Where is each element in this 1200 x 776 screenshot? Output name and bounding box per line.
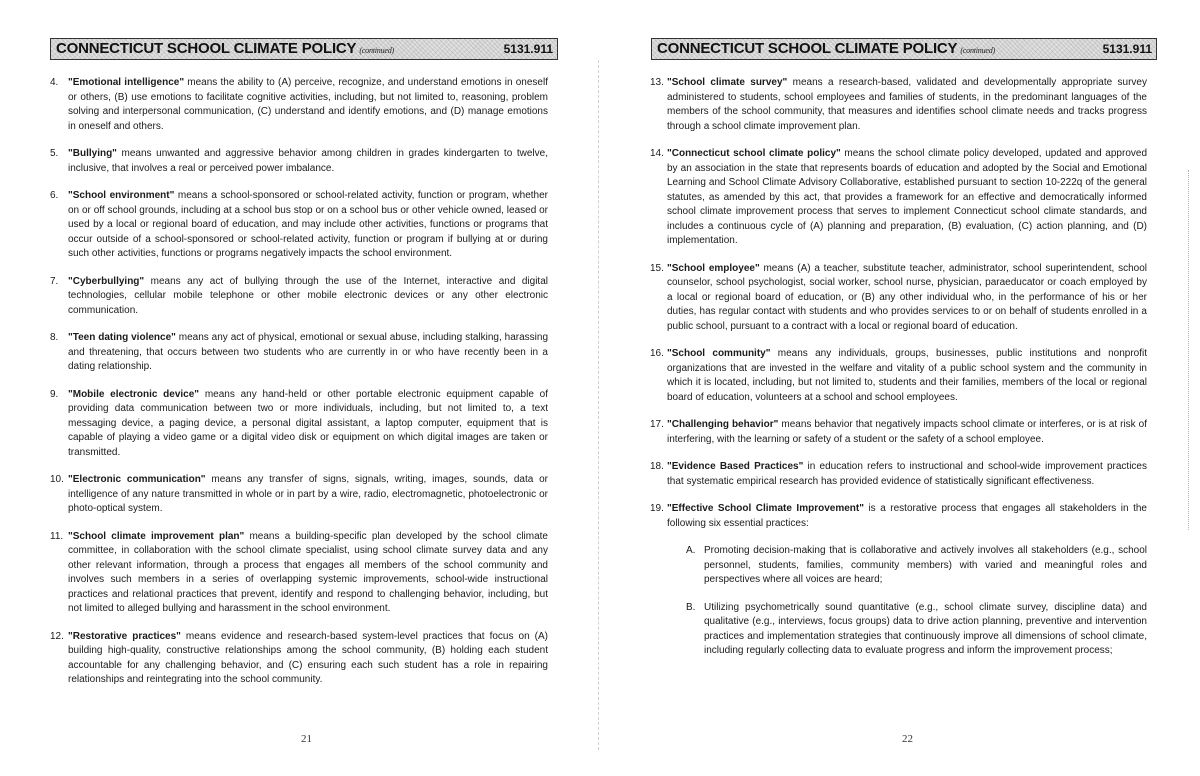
page-number: 21 [301, 733, 312, 745]
definition-term: "School environment" [68, 190, 175, 201]
definition-item [50, 275, 548, 319]
page-number: 22 [902, 733, 913, 745]
practice-text: Promoting decision-making that is collaborative and actively involves all stakeholders (e.g., school personnel, students, families, community members) with varied and meaningful roles and perspectives where all voices are heard; [704, 545, 1147, 585]
definition-term: "Connecticut school climate policy" [667, 148, 841, 159]
definition-text: means any hand-held or other portable electronic equipment capable of providing data communication between two or more individuals, including, but not limited to, a text messaging device, a paging device, a personal digital assistant, a laptop computer, equipment that is capable of playing a video game or a digital video disk or equipment on which digital images are taken or transmitted. [68, 388, 549, 458]
policy-code: 5131.911 [1102, 42, 1152, 56]
definition-number: 16. [650, 348, 664, 359]
definition-item [650, 460, 1147, 489]
definition-term: "Mobile electronic device" [68, 388, 200, 400]
definition-item [50, 147, 548, 176]
page-header [50, 38, 558, 60]
definition-text: means a building-specific plan developed by the school climate committee, in collaboration with the school climate specialist, using school climate survey data and any other relevant information, through a process that engages all members of the school community and involves such members in a series of overlapping systemic improvements, school-wide instructional practices and relational practices that prevent, identify and respond to challenging behavior, including, but not limited to alleged bullying and harassment in the school environment. [68, 530, 548, 614]
definition-text: means evidence and research-based system-level practices that focus on (A) building high-quality, constructive relationships among the school community, (B) holding each student accountable for any challenging behavior, and (C) ensuring each such student has a role in repairing relationships and reintegrating into the school community. [68, 630, 549, 685]
header-title-text: CONNECTICUT SCHOOL CLIMATE POLICY [56, 40, 357, 57]
definition-number: 9. [50, 388, 59, 400]
definition-text: means a school-sponsored or school-related activity, function or program, whether on or off school grounds, including at a school bus stop or on a school bus or other vehicle owned, leased or used by a local or regional board of education, and may include other activities, functions or programs that occur outside of a school-sponsored or school-related activity, function or program if bullying at or during such other activities, functions or programs negatively impacts the school environment. [68, 190, 548, 259]
definition-term: "Restorative practices" [68, 630, 181, 642]
definition-text: means any act of physical, emotional or sexual abuse, including stalking, harassing and threatening, that occurs between two students who are currently in or who have recently been in a dating relationship. [68, 332, 549, 372]
definition-item [650, 262, 1147, 335]
definition-item [50, 473, 548, 517]
definition-number: 4. [50, 77, 59, 88]
header-title [56, 40, 394, 60]
definition-number: 12. [50, 630, 64, 642]
definition-text: in education refers to instructional and school-wide improvement practices that systematic empirical research has provided evidence of statistically significant effectiveness. [667, 461, 1147, 487]
definition-term: "School climate survey" [667, 77, 788, 88]
definition-term: "Bullying" [68, 148, 117, 159]
page-header [651, 38, 1157, 60]
definition-number: 5. [50, 148, 59, 159]
definition-number: 17. [650, 419, 664, 430]
definition-number: 19. [650, 503, 664, 514]
definition-item [50, 76, 548, 134]
page-gutter [598, 60, 599, 750]
definition-term: "Cyberbullying" [68, 275, 145, 287]
definition-text: means the school climate policy developed, updated and approved by an association in the state that represents boards of education and adopted by the Social and Emotional Learning and School Climate Advisory Collaborative, established pursuant to section 10-222q of the general statutes, as amended by this act, that provides a framework for an effective and democratically informed school climate improvement process that serves to implement Connecticut school climate standards, and includes a continuous cycle of (A) planning and preparation, (B) evaluation, (C) action planning, and (D) implementation. [667, 148, 1148, 246]
definition-term: "Effective School Climate Improvement" [667, 503, 864, 514]
definition-term: "Teen dating violence" [68, 332, 176, 343]
practice-item [667, 544, 1147, 588]
right-page [600, 0, 1200, 776]
definition-text: means any transfer of signs, signals, writing, images, sounds, data or intelligence of any nature transmitted in whole or in part by a wire, radio, electromagnetic, photoelectronic or photo-optical system. [68, 474, 548, 514]
definition-term: "Electronic communication" [68, 474, 206, 485]
definition-text: means any individuals, groups, businesses, public institutions and nonprofit organizations that are invested in the welfare and vitality of a public school system and the community in which it is located, including, but not limited to, students and their families, members of the local or regional board of education, volunteers at a school and school employees. [667, 348, 1147, 403]
definition-number: 14. [650, 148, 664, 159]
definition-number: 10. [50, 474, 64, 485]
definition-number: 6. [50, 190, 59, 201]
definition-term: "School community" [667, 348, 771, 359]
definition-item [50, 189, 548, 262]
definition-term: "Evidence Based Practices" [667, 461, 804, 472]
definition-term: "School climate improvement plan" [68, 530, 245, 542]
definition-item [50, 630, 548, 688]
left-definitions [50, 76, 548, 701]
definition-item [650, 418, 1147, 447]
header-title [657, 40, 995, 60]
header-title-text: CONNECTICUT SCHOOL CLIMATE POLICY [657, 40, 958, 57]
definition-text: means a research-based, validated and developmentally appropriate survey administered to students, school employees and families of students, in the predominant languages of the members of the school community, that measures and identifies school climate needs and tracks progress through a school climate improvement plan. [667, 77, 1147, 132]
definition-term: "Emotional intelligence" [68, 77, 185, 88]
definition-text: means (A) a teacher, substitute teacher, administrator, school superintendent, school counselor, school psychologist, social worker, school nurse, physician, paraeducator or coach employed by a local or regional board of education, or (B) any other individual who, in the performance of his or her duties, has regular contact with students and who provides services to or on behalf of students enrolled in a public school, pursuant to a contract with a local or regional board of education. [667, 262, 1147, 332]
definition-number: 15. [650, 262, 664, 274]
definition-term: "School employee" [667, 262, 760, 274]
definition-number: 13. [650, 77, 664, 88]
practice-text: Utilizing psychometrically sound quantitative (e.g., school climate survey, discipline data) and qualitative (e.g., interviews, focus groups) data to drive action planning, preventive and intervention practices and implementation strategies that continuously improve all dimensions of school climate, including regularly collecting data to evaluate progress and inform the improvement process; [704, 601, 1147, 656]
definition-number: 18. [650, 461, 664, 472]
definition-item-19 [650, 502, 1147, 659]
header-continued: (continued) [960, 46, 996, 55]
definition-number: 7. [50, 275, 59, 287]
definition-text: means behavior that negatively impacts school climate or interferes, or is at risk of interfering, with the learning or safety of a student or the safety of a school employee. [667, 419, 1147, 445]
right-definitions [650, 76, 1147, 672]
definition-text: means any act of bullying through the use of the Internet, interactive and digital technologies, cellular mobile telephone or other mobile electronic devices or any other electronic communication. [68, 275, 548, 316]
policy-code: 5131.911 [503, 42, 553, 56]
definition-item [650, 147, 1147, 249]
definition-number: 8. [50, 332, 59, 343]
header-continued: (continued) [359, 46, 395, 55]
practice-letter: A. [686, 545, 696, 556]
definition-item [650, 76, 1147, 134]
definition-number: 11. [50, 530, 64, 542]
definition-item [650, 347, 1147, 405]
definition-item [50, 331, 548, 375]
definition-text: means the ability to (A) perceive, recognize, and understand emotions in oneself or others, (B) use emotions to facilitate cognitive activities, including, but not limited to, reasoning, problem solving and interpersonal communication, (C) understand and identify emotions, and (D) manage emotions in oneself and others. [68, 77, 548, 132]
page-edge [1188, 170, 1189, 530]
definition-intro [667, 502, 1147, 531]
definition-item [50, 388, 548, 461]
definition-item [50, 530, 548, 617]
practice-item [667, 601, 1147, 659]
definition-term: "Challenging behavior" [667, 419, 779, 430]
definition-text: means unwanted and aggressive behavior among children in grades kindergarten to twelve, inclusive, that involves a real or perceived power imbalance. [68, 148, 548, 174]
practice-letter: B. [686, 601, 696, 613]
definition-text: is a restorative process that engages all stakeholders in the following six essential practices: [667, 503, 1147, 529]
